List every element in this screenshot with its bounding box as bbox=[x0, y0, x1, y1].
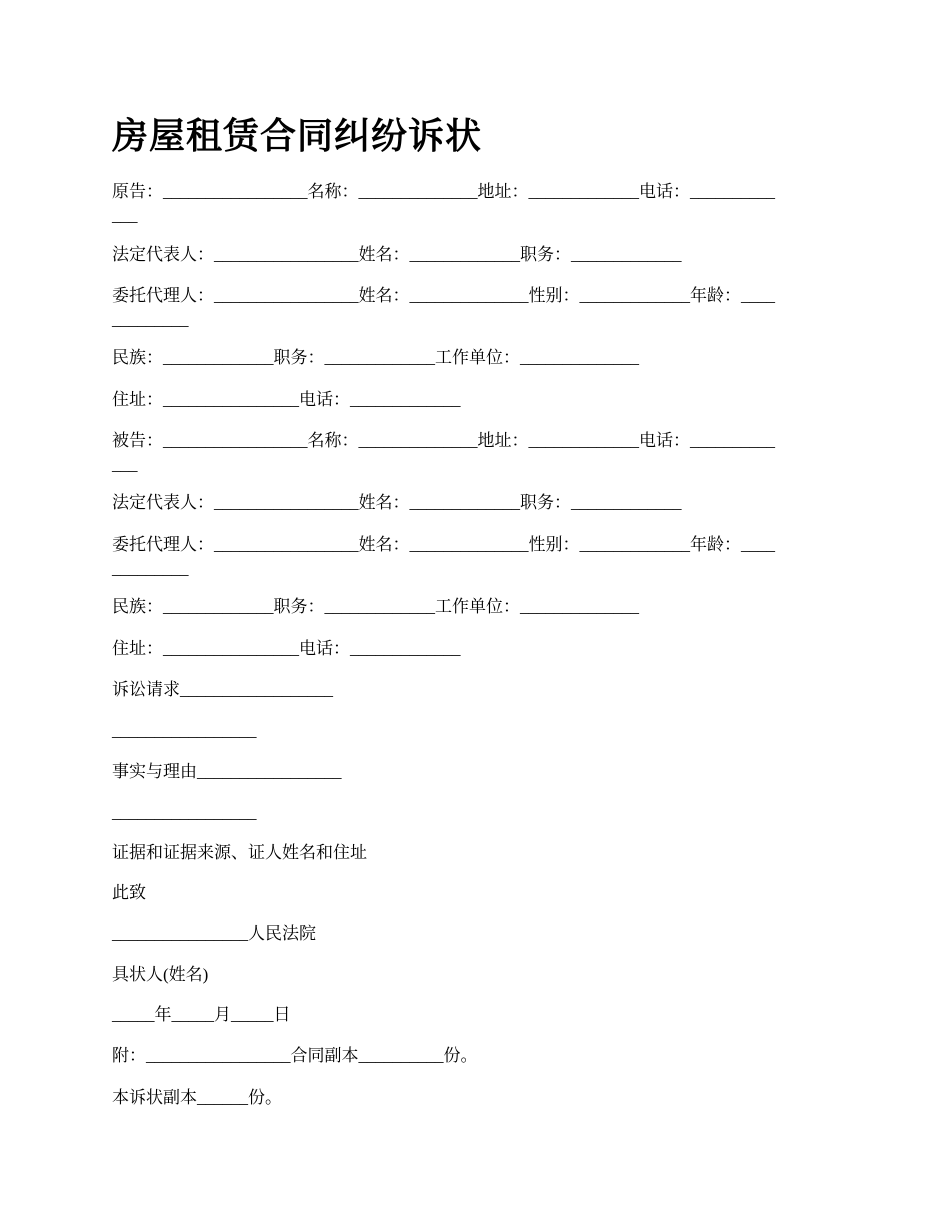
evidence-line: 证据和证据来源、证人姓名和住址 bbox=[112, 843, 367, 862]
plaintiff-legal-rep-line: 法定代表人：_________________姓名：_____________职务：_____________ bbox=[112, 245, 682, 264]
copies-line: 本诉状副本______份。 bbox=[112, 1088, 282, 1107]
document-title: 房屋租赁合同纠纷诉状 bbox=[112, 116, 483, 156]
defendant-legal-rep-line: 法定代表人：_________________姓名：_____________职务：_____________ bbox=[112, 493, 682, 512]
salutation-line: 此致 bbox=[112, 883, 146, 902]
defendant-line-wrap: ___ bbox=[112, 455, 138, 474]
facts-reasons-line: 事实与理由_________________ bbox=[112, 762, 342, 781]
plaintiff-address-line: 住址：________________电话：_____________ bbox=[112, 390, 461, 409]
facts-blank-line: _________________ bbox=[112, 803, 257, 822]
defendant-line: 被告：_________________名称：______________地址：_____________电话：__________ bbox=[112, 431, 775, 450]
plaintiff-ethnicity-line: 民族：_____________职务：_____________工作单位：______________ bbox=[112, 348, 639, 367]
defendant-agent-line-wrap: _________ bbox=[112, 559, 189, 578]
plaintiff-agent-line-wrap: _________ bbox=[112, 310, 189, 329]
date-line: _____年_____月_____日 bbox=[112, 1005, 291, 1024]
claims-line: 诉讼请求__________________ bbox=[112, 680, 333, 699]
court-line: ________________人民法院 bbox=[112, 924, 316, 943]
defendant-ethnicity-line: 民族：_____________职务：_____________工作单位：______________ bbox=[112, 597, 639, 616]
attachment-line: 附：_________________合同副本__________份。 bbox=[112, 1046, 478, 1065]
defendant-agent-line: 委托代理人：_________________姓名：______________性别：_____________年龄：____ bbox=[112, 535, 775, 554]
defendant-address-line: 住址：________________电话：_____________ bbox=[112, 639, 461, 658]
claims-blank-line: _________________ bbox=[112, 721, 257, 740]
plaintiff-line: 原告：_________________名称：______________地址：_____________电话：__________ bbox=[112, 182, 775, 201]
plaintiff-line-wrap: ___ bbox=[112, 206, 138, 225]
plaintiff-agent-line: 委托代理人：_________________姓名：______________性别：_____________年龄：____ bbox=[112, 286, 775, 305]
signatory-line: 具状人(姓名) bbox=[112, 965, 209, 984]
